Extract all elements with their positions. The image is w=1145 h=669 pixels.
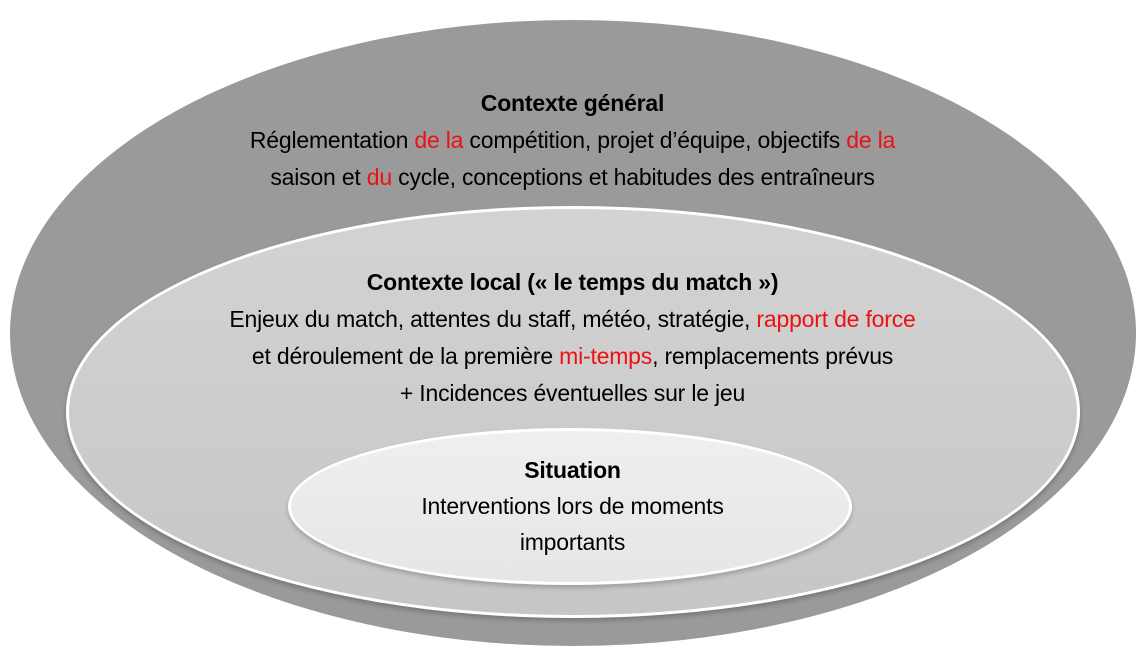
plain-text: , remplacements prévus — [652, 343, 894, 369]
middle-context-line-3 — [0, 375, 1145, 412]
situation-line-2 — [0, 524, 1145, 560]
outer-context-text — [0, 85, 1145, 196]
middle-context-line-2 — [0, 338, 1145, 375]
plain-text: importants — [519, 529, 626, 555]
highlighted-red-text: rapport de force — [756, 306, 916, 332]
highlighted-red-text: du — [366, 164, 392, 190]
highlighted-red-text: de la — [414, 127, 464, 153]
plain-text: Interventions lors de moments — [421, 493, 724, 519]
plain-text: cycle, conceptions et habitudes des entraîneurs — [391, 164, 875, 190]
plain-text: et déroulement de la première — [251, 343, 560, 369]
highlighted-red-text: mi-temps — [559, 343, 653, 369]
plain-text: Enjeux du match, attentes du staff, météo, stratégie, — [229, 306, 757, 332]
plain-text: Réglementation — [249, 127, 415, 153]
outer-context-title: Contexte général — [480, 90, 665, 116]
outer-context-line-2 — [0, 159, 1145, 196]
middle-context-text — [0, 264, 1145, 412]
highlighted-red-text: de la — [846, 127, 896, 153]
middle-context-line-1 — [0, 301, 1145, 338]
middle-context-title: Contexte local (« le temps du match ») — [366, 269, 779, 295]
plain-text: + Incidences éventuelles sur le jeu — [399, 380, 746, 406]
outer-context-line-1 — [0, 122, 1145, 159]
situation-title: Situation — [524, 457, 621, 483]
plain-text: compétition, projet d’équipe, objectifs — [463, 127, 847, 153]
situation-line-1 — [0, 488, 1145, 524]
situation-text — [0, 452, 1145, 560]
plain-text: saison et — [270, 164, 367, 190]
